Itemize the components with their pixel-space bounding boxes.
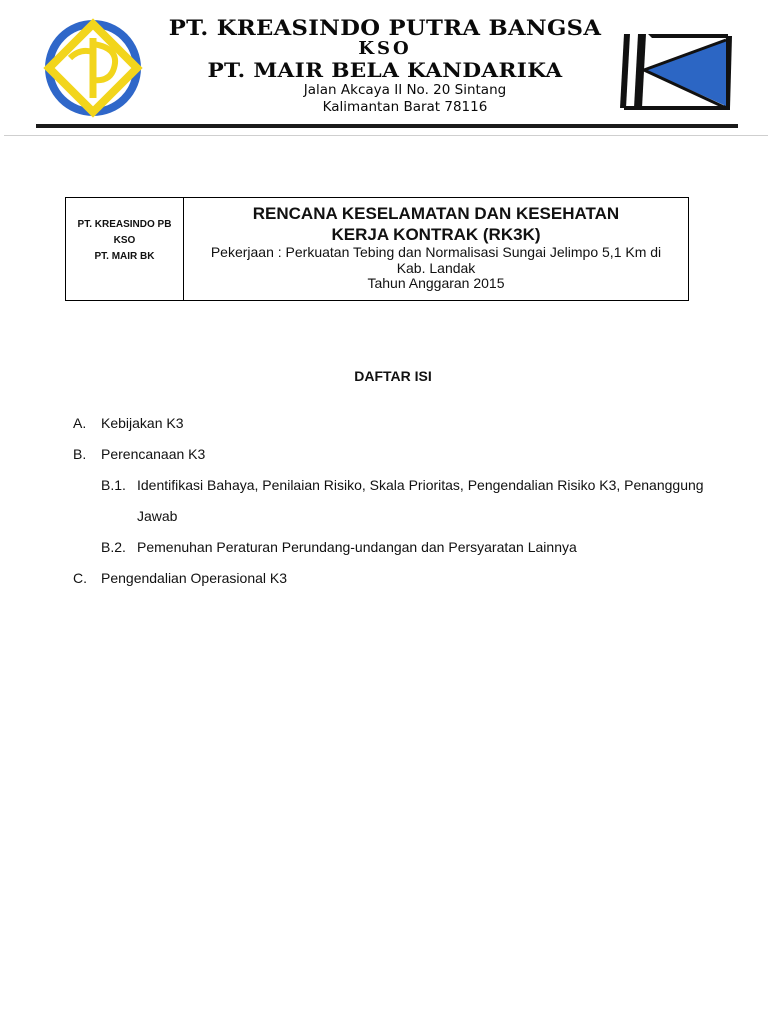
- toc-item-label: B.: [73, 446, 87, 462]
- address-line-2: Kalimantan Barat 78116: [322, 99, 488, 115]
- toc-item-label: A.: [73, 415, 87, 431]
- company-name: PT. KREASINDO PUTRA BANGSA: [168, 15, 602, 40]
- project-description-line-1: Pekerjaan : Perkuatan Tebing dan Normalisasi Sungai Jelimpo 5,1 Km di: [210, 244, 662, 260]
- company-abbrev-cell: [66, 198, 184, 300]
- document-title-box: [65, 197, 689, 301]
- abbrev-line-2: KSO: [113, 235, 136, 246]
- abbrev-line-1: PT. KREASINDO PB: [77, 219, 172, 230]
- project-description-line-2: Kab. Landak: [396, 259, 476, 276]
- mair-bela-logo-icon: [616, 28, 736, 114]
- toc-item-text: Kebijakan K3: [101, 415, 184, 431]
- address-line-1: Jalan Akcaya II No. 20 Sintang: [303, 82, 507, 98]
- document-title-line-1: RENCANA KESELAMATAN DAN KESEHATAN: [252, 204, 620, 223]
- toc-heading: DAFTAR ISI: [354, 368, 432, 384]
- letterhead-divider-thin: [4, 135, 768, 136]
- toc-item-label: C.: [73, 570, 87, 586]
- kreasindo-logo-icon: [40, 18, 146, 118]
- partner-name: PT. MAIR BELA KANDARIKA: [207, 58, 563, 82]
- toc-item-label: B.2.: [101, 539, 126, 555]
- document-title-cell: [184, 198, 688, 300]
- document-title-line-2: KERJA KONTRAK (RK3K): [331, 225, 541, 244]
- letterhead: [0, 0, 768, 140]
- toc-item-label: B.1.: [101, 477, 126, 493]
- letterhead-divider-thick: [36, 124, 738, 128]
- toc-item-text: Perencanaan K3: [101, 446, 206, 462]
- toc-item-text: Pengendalian Operasional K3: [101, 570, 288, 586]
- toc-item-text: Identifikasi Bahaya, Penilaian Risiko, Skala Prioritas, Pengendalian Risiko K3, Penanggung: [137, 477, 704, 493]
- letterhead-text: [150, 16, 620, 116]
- toc-item-text-continued: Jawab: [137, 508, 178, 524]
- toc-item-text: Pemenuhan Peraturan Perundang-undangan dan Persyaratan Lainnya: [137, 539, 577, 555]
- abbrev-line-3: PT. MAIR BK: [94, 251, 155, 262]
- fiscal-year: Tahun Anggaran 2015: [367, 275, 505, 291]
- kso-label: KSO: [358, 38, 412, 59]
